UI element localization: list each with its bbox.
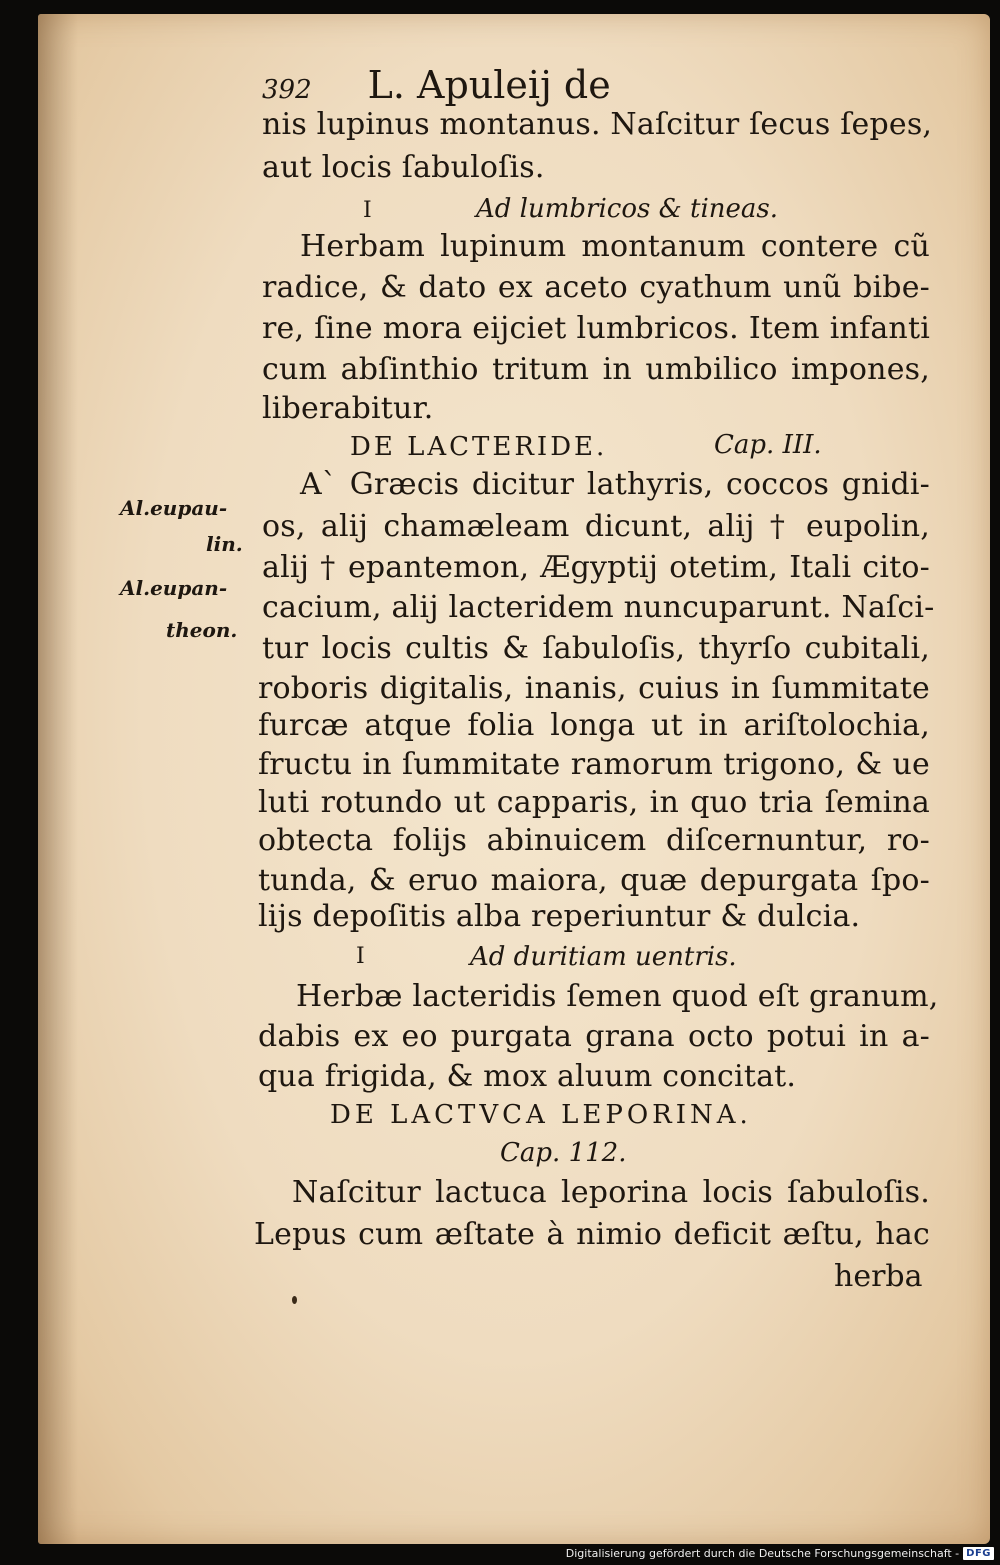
text-line: lijs depoſitis alba reperiuntur & dulcia. [258, 899, 861, 934]
text-line: Naſcitur lactuca leporina locis ſabuloſis. [292, 1175, 930, 1210]
running-title: L. Apuleij de [367, 63, 611, 107]
text-line: Herbam lupinum montanum contere cũ [300, 229, 930, 264]
text-line: tunda, & eruo maiora, quæ depurgata ſpo- [258, 863, 930, 898]
text-line: os, alij chamæleam dicunt, alij † eupolin, [262, 509, 930, 544]
margin-note: Al.eupau- [120, 496, 228, 520]
dfg-logo: DFG [963, 1547, 994, 1560]
text-line: alij † epantemon, Ægyptij otetim, Itali cito- [262, 550, 930, 585]
text-line: fructu in ſummitate ramorum trigono, & ue [258, 747, 930, 782]
text-line: obtecta folijs abinuicem diſcernuntur, ro- [258, 823, 930, 858]
margin-note: Al.eupan- [120, 576, 228, 600]
spine-shadow [38, 14, 78, 1544]
running-head [262, 63, 722, 107]
text-line: re, ſine mora eijciet lumbricos. Item infanti [262, 311, 930, 346]
chapter-number: Cap. 112. [500, 1138, 627, 1168]
text-line: dabis ex eo purgata grana octo potui in a- [258, 1019, 930, 1054]
chapter-heading: DE LACTERIDE. [350, 432, 608, 462]
remedy-number: I [356, 944, 365, 969]
page-number: 392 [262, 75, 312, 105]
remedy-title: Ad lumbricos & tineas. [476, 194, 779, 224]
margin-note: lin. [206, 532, 243, 556]
digitization-footer [566, 1547, 994, 1560]
remedy-title: Ad duritiam uentris. [470, 942, 737, 972]
footer-text: Digitalisierung gefördert durch die Deutsche Forschungsgemeinschaft - [565, 1547, 960, 1560]
text-line: Lepus cum æſtate à nimio deficit æſtu, hac [254, 1217, 930, 1252]
remedy-number: I [363, 198, 372, 223]
text-line: radice, & dato ex aceto cyathum unũ bibe- [262, 270, 930, 305]
text-line: cacium, alij lacteridem nuncuparunt. Naſci- [262, 590, 935, 625]
margin-note: theon. [166, 618, 238, 642]
ink-speck [292, 1296, 297, 1304]
text-line: cum abſinthio tritum in umbilico impones, [262, 352, 930, 387]
text-line: Herbæ lacteridis ſemen quod eſt granum, [296, 979, 939, 1014]
text-line: aut locis ſabuloſis. [262, 150, 545, 185]
text-line: tur locis cultis & ſabuloſis, thyrſo cubitali, [262, 631, 930, 666]
text-line: furcæ atque folia longa ut in ariſtolochia, [258, 708, 930, 743]
text-line: roboris digitalis, inanis, cuius in ſummitate [258, 671, 930, 706]
text-line: A` Græcis dicitur lathyris, coccos gnidi- [300, 467, 930, 502]
text-line: qua frigida, & mox aluum concitat. [258, 1059, 797, 1094]
chapter-number: Cap. III. [714, 430, 822, 460]
text-line: luti rotundo ut capparis, in quo tria ſemina [258, 785, 930, 820]
catchword: herba [834, 1259, 923, 1294]
chapter-heading: DE LACTVCA LEPORINA. [330, 1100, 752, 1130]
text-line: liberabitur. [262, 391, 434, 426]
text-line: nis lupinus montanus. Naſcitur ſecus ſepes, [262, 107, 933, 142]
